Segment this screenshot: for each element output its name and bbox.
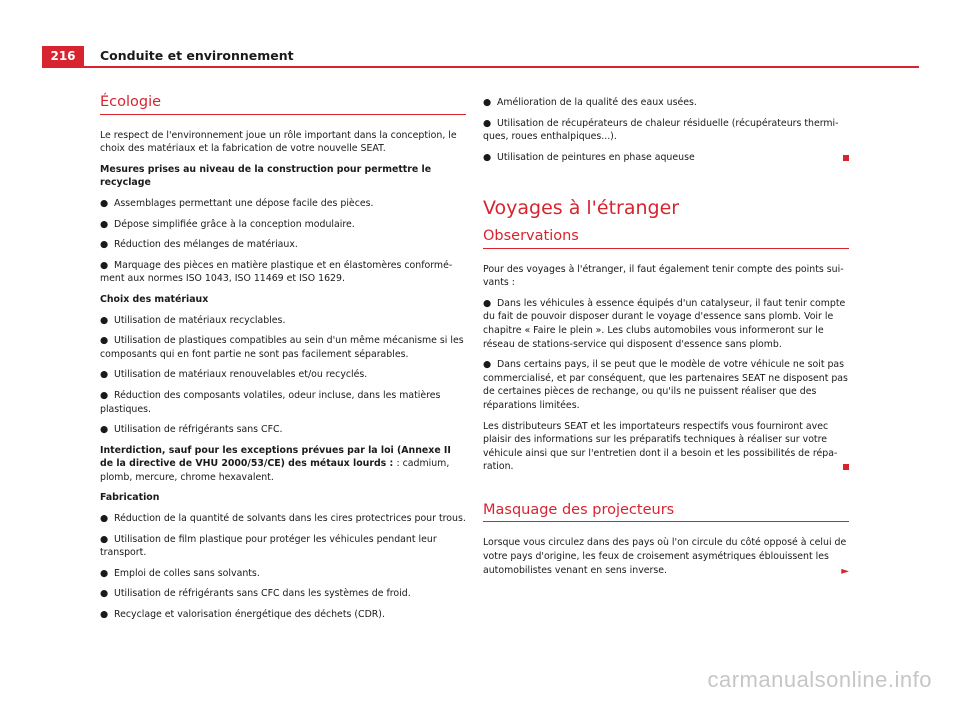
list-item: ● Réduction des mélanges de matériaux.: [100, 239, 298, 251]
list-item: ● Emploi de colles sans solvants.: [100, 567, 260, 579]
bullet-icon: ●: [483, 97, 492, 108]
list-item: ● Réduction de la quantité de solvants dans les cires protectrices pour trous.: [100, 513, 466, 525]
next-page-arrow-icon: ►: [841, 565, 849, 577]
bullet-icon: ●: [100, 424, 109, 436]
materials-heading: Choix des matériaux: [100, 293, 209, 305]
page-number: 216: [42, 46, 84, 66]
list-item: ● Dans certains pays, il se peut que le modèle de votre véhicule ne soit pas commercialisé, et par conséquent, que les partenaires SEAT ne disposent pas de certaines pièces de rechange, ou qu'ils ne puissent réaliser que des réparations limitées.: [483, 359, 848, 411]
list-item: ● Réduction des composants volatiles, odeur incluse, dans les matières plastiques.: [100, 389, 441, 415]
list-item: ● Utilisation de matériaux renouvelables et/ou recyclés.: [100, 369, 368, 381]
chapter-title: Voyages à l'étranger: [483, 197, 680, 220]
list-item: ● Dépose simplifiée grâce à la conception modulaire.: [100, 218, 355, 230]
list-item: ● Utilisation de film plastique pour protéger les véhicules pendant leur transport.: [100, 533, 437, 559]
end-of-section-icon: [843, 464, 849, 470]
section-title-observations: Observations: [483, 230, 849, 249]
section-title-ecologie: Écologie: [100, 96, 466, 115]
bullet-icon: ●: [483, 359, 492, 371]
bullet-icon: ●: [100, 513, 109, 525]
bullet-icon: ●: [100, 533, 109, 545]
list-item: ● Utilisation de peintures en phase aqueuse: [483, 151, 849, 165]
bullet-icon: ●: [483, 117, 492, 129]
list-item: ● Utilisation de plastiques compatibles au sein d'un même mécanisme si les composants qui en font partie ne sont pas facilement séparables.: [100, 335, 464, 360]
bullet-icon: ●: [100, 389, 109, 401]
distributors-paragraph: Les distributeurs SEAT et les importateurs respectifs vous fourniront avec plaisir des informations sur les préparatifs techniques à réaliser sur votre véhicule ainsi que sur l'entretien dont il a besoin et les possibilités de réparation.: [483, 420, 849, 474]
heavy-metals-paragraph: Interdiction, sauf pour les exceptions prévues par la loi (Annexe II de la directive de VHU 2000/53/CE) des métaux lourds : : cadmium, plomb, mercure, chrome hexavalent.: [100, 444, 451, 483]
end-of-section-icon: [843, 155, 849, 161]
list-item: ● Utilisation de matériaux recyclables.: [100, 314, 286, 326]
bullet-icon: ●: [100, 588, 109, 600]
left-column: [100, 96, 466, 629]
observations-intro: Pour des voyages à l'étranger, il faut également tenir compte des points suivants :: [483, 263, 844, 289]
watermark: carmanualsonline.info: [707, 667, 932, 692]
list-item: ● Recyclage et valorisation énergétique des déchets (CDR).: [100, 609, 385, 621]
bullet-icon: ●: [100, 314, 109, 326]
bullet-icon: ●: [100, 567, 109, 579]
bullet-icon: ●: [100, 239, 109, 251]
list-item: ● Amélioration de la qualité des eaux usées.: [483, 97, 697, 108]
measures-heading: Mesures prises au niveau de la construction pour permettre le recyclage: [100, 163, 432, 189]
bullet-icon: ●: [100, 609, 109, 621]
fabrication-heading: Fabrication: [100, 492, 160, 504]
list-item: ● Utilisation de récupérateurs de chaleur résiduelle (récupérateurs thermiques, roues enthalpiques...).: [483, 117, 839, 143]
headlights-paragraph: Lorsque vous circulez dans des pays où l'on circule du côté opposé à celui de votre pays d'origine, les feux de croisement asymétriques éblouissent les automobilistes venant en sens inverse. ►: [483, 537, 849, 577]
bullet-icon: ●: [100, 218, 109, 230]
bullet-icon: ●: [100, 335, 109, 347]
page-header-title: Conduite et environnement: [100, 48, 294, 63]
list-item: ● Dans les véhicules à essence équipés d'un catalyseur, il faut tenir compte du fait de pouvoir disposer durant le voyage d'essence sans plomb. Voir le chapitre « Faire le plein ». Les clubs automobiles vous informeront sur le réseau de stations-service qui disposent d'essence sans plomb.: [483, 297, 846, 350]
header-rule: [42, 66, 919, 68]
bullet-icon: ●: [100, 197, 109, 209]
list-item: ● Utilisation de réfrigérants sans CFC.: [100, 424, 283, 436]
bullet-icon: ●: [483, 151, 492, 163]
bullet-icon: ●: [483, 297, 492, 309]
list-item: ● Utilisation de réfrigérants sans CFC dans les systèmes de froid.: [100, 588, 411, 600]
section-title-headlights: Masquage des projecteurs: [483, 504, 849, 523]
right-column: [483, 96, 849, 584]
bullet-icon: ●: [100, 259, 109, 271]
bullet-icon: ●: [100, 369, 109, 381]
list-item: ● Assemblages permettant une dépose facile des pièces.: [100, 197, 374, 209]
intro-paragraph: Le respect de l'environnement joue un rôle important dans la conception, le choix des matériaux et la fabrication de votre nouvelle SEAT.: [100, 129, 457, 155]
list-item: ● Marquage des pièces en matière plastique et en élastomères conformément aux normes ISO 1043, ISO 11469 et ISO 1629.: [100, 259, 453, 285]
